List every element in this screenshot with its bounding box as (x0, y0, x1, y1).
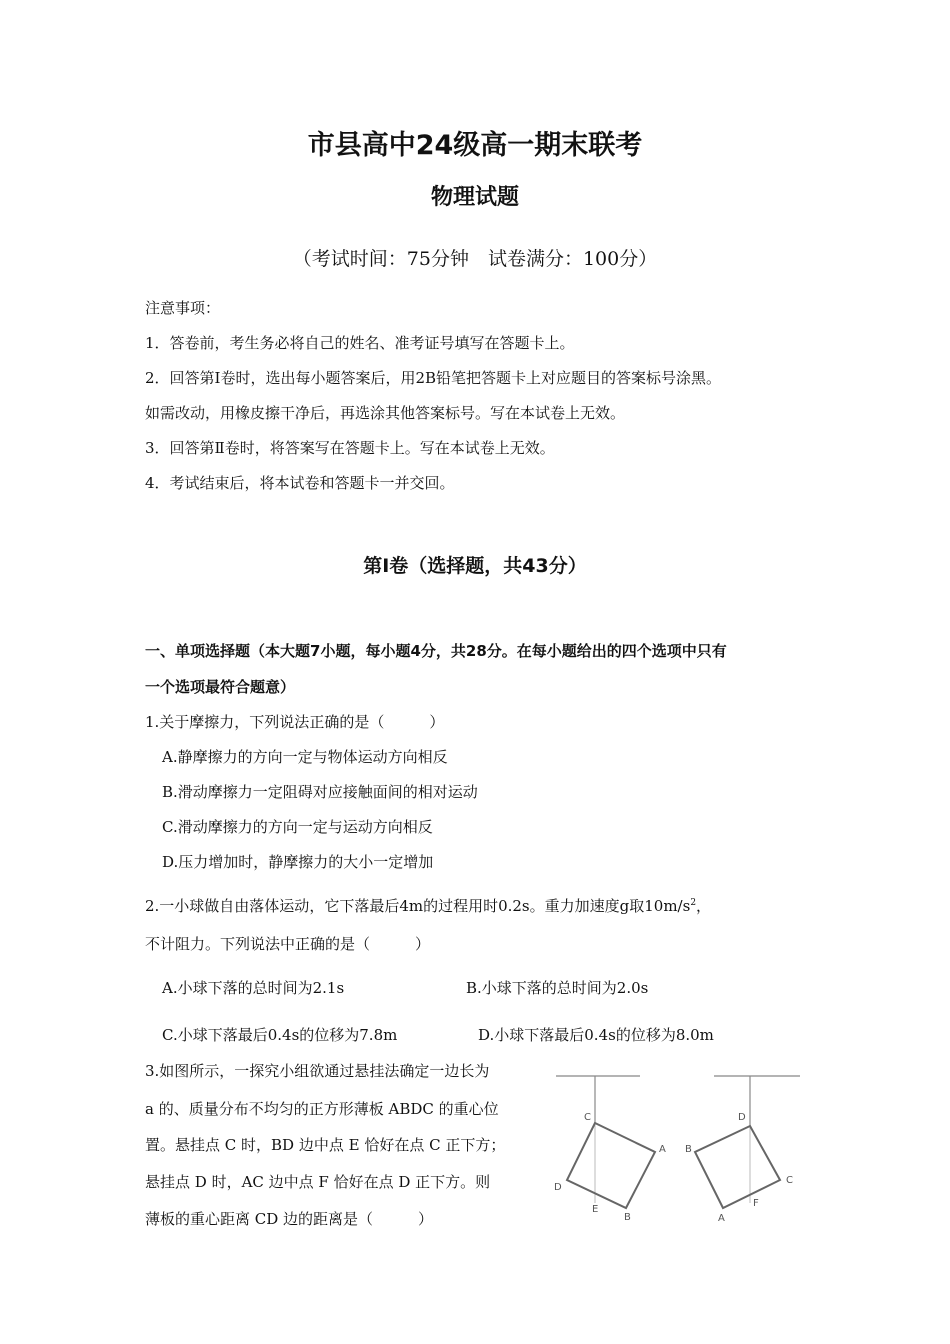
exam-subtitle: 物理试题 (430, 185, 519, 210)
question-3-line: 薄板的重心距离 CD 边的距离是（ ） (145, 1210, 434, 1228)
question-1-stem: 1.关于摩擦力，下列说法正确的是（ ） (145, 713, 445, 731)
superscript: 2 (690, 898, 697, 908)
notes-heading: 注意事项： (145, 299, 221, 317)
square-plate-left (567, 1123, 655, 1208)
right-label-d: D (738, 1112, 746, 1123)
left-label-e: E (592, 1204, 599, 1215)
square-plate-right (695, 1126, 780, 1208)
exam-title: 市县高中24级高一期末联考 (307, 130, 643, 161)
question-2-stem-punct: ， (696, 897, 712, 915)
question-2-option-d: D.小球下落最后0.4s的位移为8.0m (478, 1026, 714, 1044)
left-label-b: B (624, 1212, 631, 1223)
question-2-option-a: A.小球下落的总时间为2.1s (162, 979, 345, 997)
note-item: 4．考试结束后，将本试卷和答题卡一并交回。 (145, 474, 455, 492)
note-item: 2．回答第Ⅰ卷时，选出每小题答案后，用2B铅笔把答题卡上对应题目的答案标号涂黑。 (145, 369, 722, 387)
question-3-line: 置。悬挂点 C 时，BD 边中点 E 恰好在点 C 正下方； (145, 1136, 506, 1154)
left-label-a: A (659, 1144, 666, 1155)
exam-info: （考试时间：75分钟 试卷满分：100分） (292, 248, 658, 270)
right-label-c: C (786, 1175, 793, 1186)
question-1-option-b: B.滑动摩擦力一定阻碍对应接触面间的相对运动 (162, 783, 478, 801)
note-item: 如需改动，用橡皮擦干净后，再选涂其他答案标号。写在本试卷上无效。 (145, 404, 626, 422)
right-label-a: A (718, 1213, 725, 1224)
note-item: 3．回答第Ⅱ卷时，将答案写在答题卡上。写在本试卷上无效。 (145, 439, 555, 457)
question-3-line: 悬挂点 D 时，AC 边中点 F 恰好在点 D 正下方。则 (145, 1173, 491, 1191)
question-2-stem-cont: 不计阻力。下列说法中正确的是（ ） (145, 935, 431, 953)
section-title: 第Ⅰ卷（选择题，共43分） (363, 555, 587, 577)
left-label-d: D (554, 1182, 562, 1193)
question-2-option-c: C.小球下落最后0.4s的位移为7.8m (162, 1026, 398, 1044)
question-1-option-c: C.滑动摩擦力的方向一定与运动方向相反 (162, 818, 433, 836)
part-heading-cont: 一个选项最符合题意） (145, 678, 296, 696)
question-1-option-d: D.压力增加时，静摩擦力的大小一定增加 (162, 853, 434, 871)
note-item: 1．答卷前，考生务必将自己的姓名、准考证号填写在答题卡上。 (145, 334, 575, 352)
right-label-f: F (753, 1198, 759, 1209)
right-label-b: B (685, 1144, 692, 1155)
question-2-stem (145, 895, 711, 916)
hanging-plate-figure (548, 1068, 808, 1233)
part-heading: 一、单项选择题（本大题7小题，每小题4分，共28分。在每小题给出的四个选项中只有 (145, 642, 727, 660)
question-3-line: a 的、质量分布不均匀的正方形薄板 ABDC 的重心位 (145, 1100, 499, 1118)
question-2-stem-text: 2.一小球做自由落体运动，它下落最后4m的过程用时0.2s。重力加速度g取10m/s (145, 897, 691, 915)
question-2-option-b: B.小球下落的总时间为2.0s (466, 979, 649, 997)
left-label-c: C (584, 1112, 591, 1123)
question-3-line: 3.如图所示，一探究小组欲通过悬挂法确定一边长为 (145, 1062, 490, 1080)
question-1-option-a: A.静摩擦力的方向一定与物体运动方向相反 (162, 748, 448, 766)
